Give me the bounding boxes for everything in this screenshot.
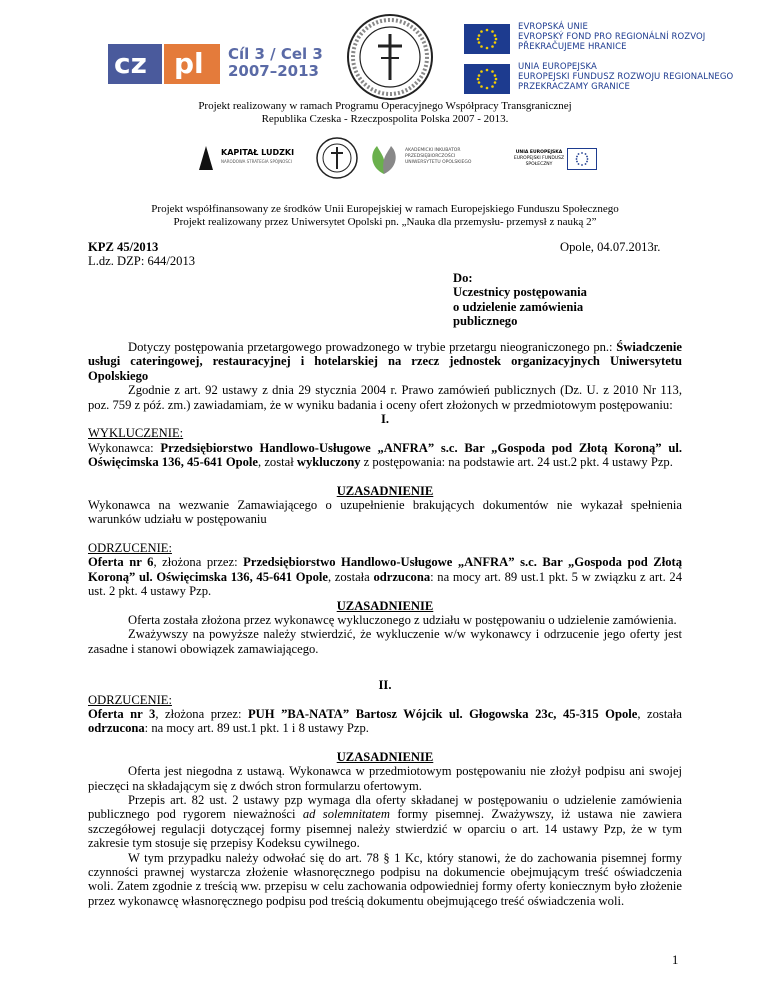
exclusion-paragraph bbox=[88, 441, 682, 470]
section-two-heading: II. bbox=[378, 678, 392, 693]
eu-text-cz bbox=[518, 22, 705, 52]
place-date: Opole, 04.07.2013r. bbox=[560, 240, 661, 254]
eu1-line: EVROPSKÝ FOND PRO REGIONÁLNÍ ROZVOJ bbox=[518, 32, 706, 42]
pl-text: pl bbox=[174, 47, 204, 80]
eu1-line: PŘEKRAČUJEME HRANICE bbox=[518, 42, 627, 52]
cofinance-line: Projekt współfinansowany ze środków Unii Europejskiej w ramach Europejskiego Funduszu Społecznego bbox=[151, 203, 619, 215]
university-seal-icon bbox=[345, 12, 435, 102]
cil-line1: Cíl 3 / Cel 3 bbox=[228, 45, 323, 63]
rejection-paragraph bbox=[88, 555, 682, 598]
spacer bbox=[88, 470, 682, 484]
t: Wykonawca: bbox=[88, 440, 161, 455]
university-seal-icon bbox=[315, 136, 359, 180]
justification-paragraph: Wykonawca na wezwanie Zamawiającego o uzupełnienie brakujących dokumentów nie wykazał spełnienia warunków udziału w postępowaniu bbox=[88, 498, 682, 527]
cil-cel-logo bbox=[228, 46, 328, 80]
t: ad solemnitatem bbox=[302, 807, 390, 822]
rejection-paragraph bbox=[88, 707, 682, 736]
t: , został bbox=[258, 455, 297, 470]
t: Oferta nr 3 bbox=[88, 706, 156, 721]
t: z postępowania: na podstawie art. 24 ust.2 pkt. 4 ustawy Pzp. bbox=[360, 455, 673, 470]
registry-number: L.dz. DZP: 644/2013 bbox=[88, 254, 196, 268]
kapital-ludzki-icon bbox=[195, 144, 217, 170]
t: , została bbox=[637, 706, 682, 721]
cz-text: cz bbox=[114, 47, 147, 80]
recipient-line: o udzielenie zamówienia bbox=[453, 299, 584, 314]
eu-flag-icon bbox=[464, 24, 510, 54]
t: wykluczony bbox=[296, 455, 361, 470]
subject-lead: Dotyczy postępowania przetargowego prowadzonego w trybie przetargu nieograniczonego pn.: bbox=[128, 340, 617, 354]
eu2-line: PRZEKRACZAMY GRANICE bbox=[518, 82, 630, 92]
justification-paragraph: Zważywszy na powyższe należy stwierdzić, że wykluczenie w/w wykonawcy i odrzucenie jego oferty jest zasadne i stanowi obowiązek zamawiającego. bbox=[88, 627, 682, 656]
ue-sub: EUROPEJSKI FUNDUSZ SPOŁECZNY bbox=[513, 156, 565, 167]
eu2-line: UNIA EUROPEJSKA bbox=[518, 62, 597, 72]
inkubator-leaf-icon bbox=[367, 140, 401, 176]
t: Przepis art. 82 ust. 2 ustawy pzp wymaga dla oferty składanej w postępowaniu o udzielenie zamówienia publicznego pod rygorem nieważności bbox=[88, 792, 682, 822]
kapital-text: KAPITAŁ LUDZKI bbox=[221, 148, 295, 157]
program-intro bbox=[60, 100, 710, 126]
page-number: 1 bbox=[672, 953, 679, 967]
t: odrzucona bbox=[373, 569, 431, 584]
eu-text-pl bbox=[518, 62, 733, 92]
subject-paragraph bbox=[88, 340, 682, 383]
t: , została bbox=[327, 569, 374, 584]
t: odrzucona bbox=[88, 721, 145, 736]
cofinance-line: Projekt realizowany przez Uniwersytet Opolski pn. „Nauka dla przemysłu- przemysł z nauką 2” bbox=[173, 216, 597, 228]
letter-body bbox=[88, 340, 682, 908]
ue-efs-text bbox=[513, 150, 565, 168]
exclusion-heading: WYKLUCZENIE: bbox=[88, 426, 184, 441]
t: : na mocy art. 89 ust.1 pkt. 1 i 8 ustawy Pzp. bbox=[144, 721, 369, 736]
intro-line: Projekt realizowany w ramach Programu Operacyjnego Współpracy Transgranicznej bbox=[198, 100, 572, 112]
kapital-subtext: NARODOWA STRATEGIA SPÓJNOŚCI bbox=[221, 159, 292, 164]
eu1-line: EVROPSKÁ UNIE bbox=[518, 22, 589, 32]
justification-heading: UZASADNIENIE bbox=[336, 598, 434, 613]
cil-line2: 2007–2013 bbox=[228, 62, 319, 80]
rejection-heading: ODRZUCENIE: bbox=[88, 540, 172, 555]
cofinance-text bbox=[60, 203, 710, 229]
t: Przedsiębiorstwo Handlowo-Usługowe „ANFRA” s.c. Bar „Gospoda pod Złotą Koroną” ul. Oświęcimska 136, 45-641 Opole bbox=[88, 555, 682, 584]
ue-line: UNIA EUROPEJSKA bbox=[515, 150, 563, 155]
t: Przedsiębiorstwo Handlowo-Usługowe „ANFRA” s.c. Bar „Gospoda pod Złotą Koroną” ul. Oświęcimska 136, 45-641 Opole bbox=[88, 440, 682, 470]
justification-paragraph: Oferta została złożona przez wykonawcę wykluczonego z udziału w postępowaniu o udzielenie zamówienia. bbox=[128, 612, 677, 627]
t: formy pisemnej. Zważywszy, iż ustawa nie zawiera szczegółowej regulacji dotyczącej formy pisemnej należy stwierdzić w oparciu o art. 14 ustawy Pzp, że w tym zakresie tym stosuje się przepisy Kodeksu cywilnego. bbox=[88, 807, 682, 851]
spacer bbox=[88, 736, 682, 750]
inkubator-text bbox=[405, 148, 501, 166]
sponsor-logos bbox=[195, 136, 595, 180]
t: : na mocy art. 89 ust.1 pkt. 5 w związku z art. 24 ust. 2 pkt. 4 ustawy Pzp. bbox=[88, 569, 682, 599]
justification-paragraph bbox=[88, 793, 682, 851]
reference-number: KPZ 45/2013 bbox=[88, 240, 159, 254]
recipient-line: publicznego bbox=[453, 314, 518, 329]
rejection-heading: ODRZUCENIE: bbox=[88, 692, 172, 707]
justification-paragraph: W tym przypadku należy odwołać się do art. 78 § 1 Kc, który stanowi, że do zachowania pisemnej formy czynności prawnej wystarcza złożenie własnoręcznego podpisu na dokumencie obejmującym treść oświadczenia woli. Zatem zgodnie z treścią ww. przepisu w celu zachowania odpowiedniej formy oferty koniecznym było złożenie przez wykonawcę własnoręcznego podpisu pod treścią dokumentu obejmującego treść oświadczenia woli. bbox=[88, 850, 682, 908]
eu2-line: EUROPEJSKI FUNDUSZ ROZWOJU REGIONALNEGO bbox=[518, 72, 734, 82]
justification-heading: UZASADNIENIE bbox=[336, 749, 434, 764]
intro-line: Republika Czeska - Rzeczpospolita Polska 2007 - 2013. bbox=[261, 113, 509, 125]
subject-title: Świadczenie usługi cateringowej, restauracyjnej i hotelarskiej na rzecz jednostek organizacyjnych Uniwersytetu Opolskiego bbox=[88, 340, 682, 383]
eu-flag-icon bbox=[464, 64, 510, 94]
section-one-heading: I. bbox=[380, 412, 390, 427]
basis-paragraph: Zgodnie z art. 92 ustawy z dnia 29 stycznia 2004 r. Prawo zamówień publicznych (Dz. U. z 2010 Nr 113, poz. 759 z póź. zm.) zawiadamiam, że w wyniku badania i oceny ofert złożonych w przedmiotowym postępowaniu: bbox=[88, 383, 682, 412]
justification-paragraph: Oferta jest niegodna z ustawą. Wykonawca w przedmiotowym postępowaniu nie złożył podpisu ani swojej pieczęci na składającym się z dwóch stron formularzu ofertowym. bbox=[88, 764, 682, 793]
t: Oferta nr 6 bbox=[88, 555, 154, 570]
t: , złożona przez: bbox=[153, 555, 244, 570]
inkubator-sub: UNIWERSYTETU OPOLSKIEGO bbox=[405, 160, 472, 165]
eu-flag-icon bbox=[567, 148, 597, 170]
spacer bbox=[88, 527, 682, 541]
spacer bbox=[88, 656, 682, 678]
justification-heading: UZASADNIENIE bbox=[336, 483, 434, 498]
t: PUH ”BA-NATA” Bartosz Wójcik ul. Głogowska 23c, 45-315 Opole bbox=[247, 706, 638, 721]
inkubator-line: AKADEMICKI INKUBATOR PRZEDSIĘBIORCZOŚCI bbox=[405, 148, 461, 159]
t: , złożona przez: bbox=[155, 706, 248, 721]
recipient-to: Do: bbox=[453, 271, 473, 285]
cz-pl-logo bbox=[108, 44, 220, 84]
recipient-block bbox=[453, 271, 587, 329]
recipient-line: Uczestnicy postępowania bbox=[453, 285, 587, 300]
